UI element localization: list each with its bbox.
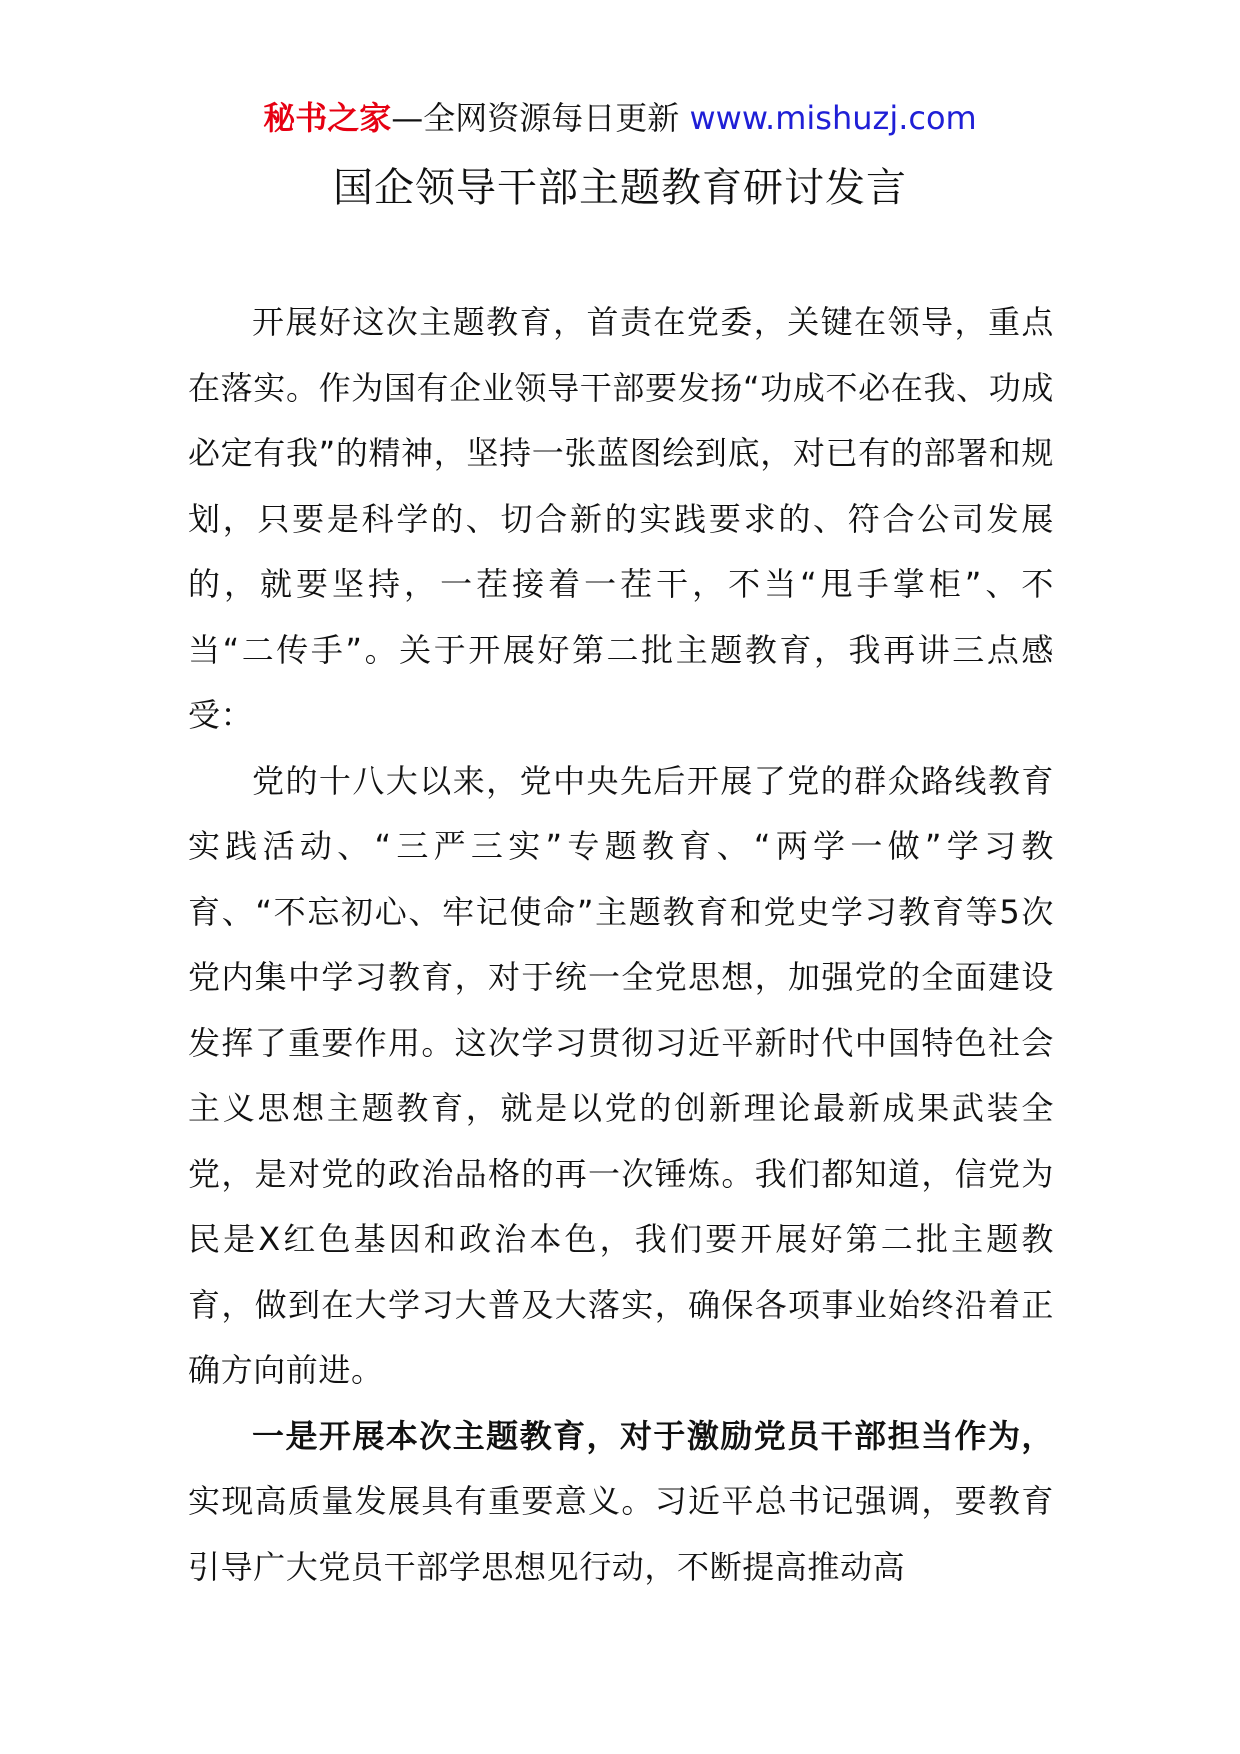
paragraph-2: 党的十八大以来，党中央先后开展了党的群众路线教育实践活动、“三严三实”专题教育、“两学一做”学习教育、“不忘初心、牢记使命”主题教育和党史学习教育等5次党内集中学习教育，对于统一全党思想，加强党的全面建设发挥了重要作用。这次学习贯彻习近平新时代中国特色社会主义思想主题教育，就是以党的创新理论最新成果武装全党，是对党的政治品格的再一次锤炼。我们都知道，信党为民是X红色基因和政治本色，我们要开展好第二批主题教育，做到在大学习大普及大落实，确保各项事业始终沿着正确方向前进。 xyxy=(188,761,1054,1389)
paragraph-3-lead: 一是开展本次主题教育，对于激励党员干部担当作为， xyxy=(252,1416,1054,1455)
site-slogan: —全网资源每日更新 xyxy=(391,99,680,137)
document-body xyxy=(188,290,1054,1600)
paragraph-3 xyxy=(188,1404,1054,1601)
paragraph-1: 开展好这次主题教育，首责在党委，关键在领导，重点在落实。作为国有企业领导干部要发扬“功成不必在我、功成必定有我”的精神，坚持一张蓝图绘到底，对已有的部署和规划，只要是科学的、切合新的实践要求的、符合公司发展的，就要坚持，一茬接着一茬干，不当“甩手掌柜”、不当“二传手”。关于开展好第二批主题教育，我再讲三点感受： xyxy=(188,303,1054,734)
document-title: 国企领导干部主题教育研讨发言 xyxy=(333,165,907,211)
paragraph-3-rest: 实现高质量发展具有重要意义。习近平总书记强调，要教育引导广大党员干部学思想见行动，不断提高推动高 xyxy=(188,1482,1054,1586)
brand-name: 秘书之家 xyxy=(263,99,392,137)
site-header xyxy=(0,96,1240,140)
site-url-link[interactable]: www.mishuzj.com xyxy=(689,99,977,137)
